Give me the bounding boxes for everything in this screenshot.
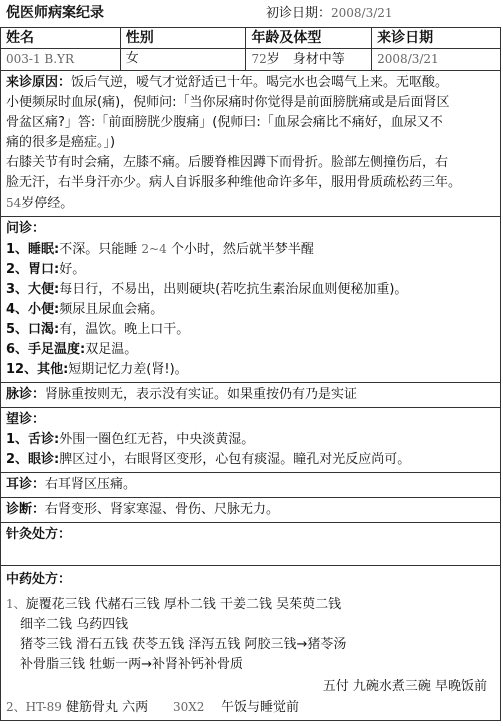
- age-header: 年龄及体型: [246, 28, 372, 49]
- inquiry-item: 12、其他:短期记忆力差(肾!)。: [6, 362, 188, 377]
- pill-qty: 30X2: [172, 700, 205, 714]
- name-header: 姓名: [1, 28, 121, 49]
- date-header: 来诊日期: [372, 28, 501, 49]
- inspection-item: 1、舌诊:外围一圈色红无苔，中央淡黄湿。: [6, 432, 255, 447]
- herbal-title: 中药处方：: [6, 572, 72, 587]
- acupuncture-label: 针灸处方：: [6, 527, 72, 542]
- inquiry-item: 2、胃口:好。: [6, 262, 86, 277]
- sex-header: 性别: [120, 28, 246, 49]
- inquiry-title: 问诊：: [6, 221, 46, 236]
- patient-age: [246, 49, 372, 71]
- info-header-row: [1, 28, 501, 49]
- complaint-line-7: 54岁停经。: [6, 196, 74, 211]
- age-suffix: 岁 身材中等: [266, 52, 345, 67]
- first-visit-label: 初诊日期：: [266, 6, 332, 21]
- herbal-dosage: 五付 九碗水煮三碗 早晚饭前: [322, 679, 487, 694]
- complaint-line-3: 骨盆区痛?」答:「前面膀胱少腹痛」(倪师曰:「血尿会痛比不痛好，血尿又不: [6, 115, 443, 130]
- pill-time: 午饭与睡觉前: [220, 700, 299, 715]
- patient-name: 003-1 B.YR: [1, 49, 121, 71]
- inquiry-item: 1、睡眠:不深。只能睡 2~4 个小时，然后就半梦半醒: [6, 242, 314, 257]
- pulse-section: [1, 383, 501, 408]
- herbal-line-3: 猪苓三钱 滑石五钱 茯苓五钱 泽泻五钱 阿胶三钱→猪苓汤: [20, 637, 347, 652]
- complaint-line-6: 脸无汗，右半身汗亦少。病人自诉服多种维他命许多年，服用骨质疏松药三年。: [6, 175, 462, 190]
- info-value-row: [1, 49, 501, 71]
- record-title: 倪医师病案纪录: [6, 5, 104, 21]
- complaint-section: [1, 71, 501, 217]
- inquiry-item: 6、手足温度:双足温。: [6, 342, 138, 357]
- inquiry-item: 5、口渴:有，温饮。晚上口干。: [6, 322, 190, 337]
- complaint-line-1: 来诊原因：饭后气逆，嗳气才觉舒适已十年。喝完水也会噶气上来。无呕酸。: [6, 75, 449, 90]
- pulse-label: 脉诊：: [6, 387, 46, 402]
- ear-section: [1, 473, 501, 498]
- diagnosis-label: 诊断：: [6, 502, 46, 517]
- inspection-item: 2、眼诊:脾区过小，右眼肾区变形，心包有痰湿。瞳孔对光反应尚可。: [6, 452, 411, 467]
- herbal-line-1: 1、旋覆花三钱 代赭石三钱 厚朴二钱 干姜二钱 吴茱萸二钱: [6, 597, 342, 612]
- first-visit-date: 2008/3/21: [331, 6, 393, 20]
- ear-label: 耳诊：: [6, 477, 46, 492]
- pill-code: HT-89: [25, 700, 62, 714]
- complaint-line-4: 痛的很多是癌症。」): [6, 135, 116, 150]
- patient-sex: 女: [120, 49, 246, 71]
- inquiry-section: [1, 217, 501, 383]
- herbal-section: [1, 566, 501, 721]
- pill-text: 健筋骨丸 六两: [66, 700, 149, 715]
- acupuncture-section: [1, 523, 501, 566]
- menopause-age: 54: [6, 196, 22, 210]
- visit-date: 2008/3/21: [372, 49, 501, 71]
- inquiry-item: 3、大便:每日行，不易出，出则硬块(若吃抗生素治尿血则便秘加重)。: [6, 282, 408, 297]
- herbal-line-2: 细辛二钱 乌药四钱: [20, 617, 129, 632]
- first-visit: [266, 0, 393, 27]
- pulse-text: 肾脉重按则无，表示没有实证。如果重按仍有乃是实证: [45, 387, 358, 402]
- ear-text: 右耳肾区压痛。: [45, 477, 137, 492]
- inquiry-item: 4、小便:频尿且尿血会痛。: [6, 302, 164, 317]
- complaint-label: 来诊原因：: [6, 75, 72, 90]
- complaint-line-5: 右膝关节有时会痛，左膝不痛。后腰脊椎因蹲下而骨折。脸部左侧撞伤后，右: [6, 155, 449, 170]
- diagnosis-section: [1, 498, 501, 523]
- herbal-line-4: 补骨脂三钱 牡蛎一两→补肾补钙补骨质: [20, 657, 244, 672]
- case-table: [0, 27, 501, 721]
- inspection-title: 望诊：: [6, 412, 46, 427]
- pill-line: 2、HT-89 健筋骨丸 六两 30X2 午饭与睡觉前: [6, 700, 299, 715]
- record-header: [0, 0, 501, 27]
- diagnosis-text: 右肾变形、肾家寒湿、骨伤、尺脉无力。: [45, 502, 280, 517]
- complaint-line-2: 小便频尿时血尿(痛)，倪师问:「当你尿痛时你觉得是前面膀胱痛或是后面肾区: [6, 95, 450, 110]
- age-number: 72: [251, 52, 267, 66]
- inspection-section: [1, 408, 501, 473]
